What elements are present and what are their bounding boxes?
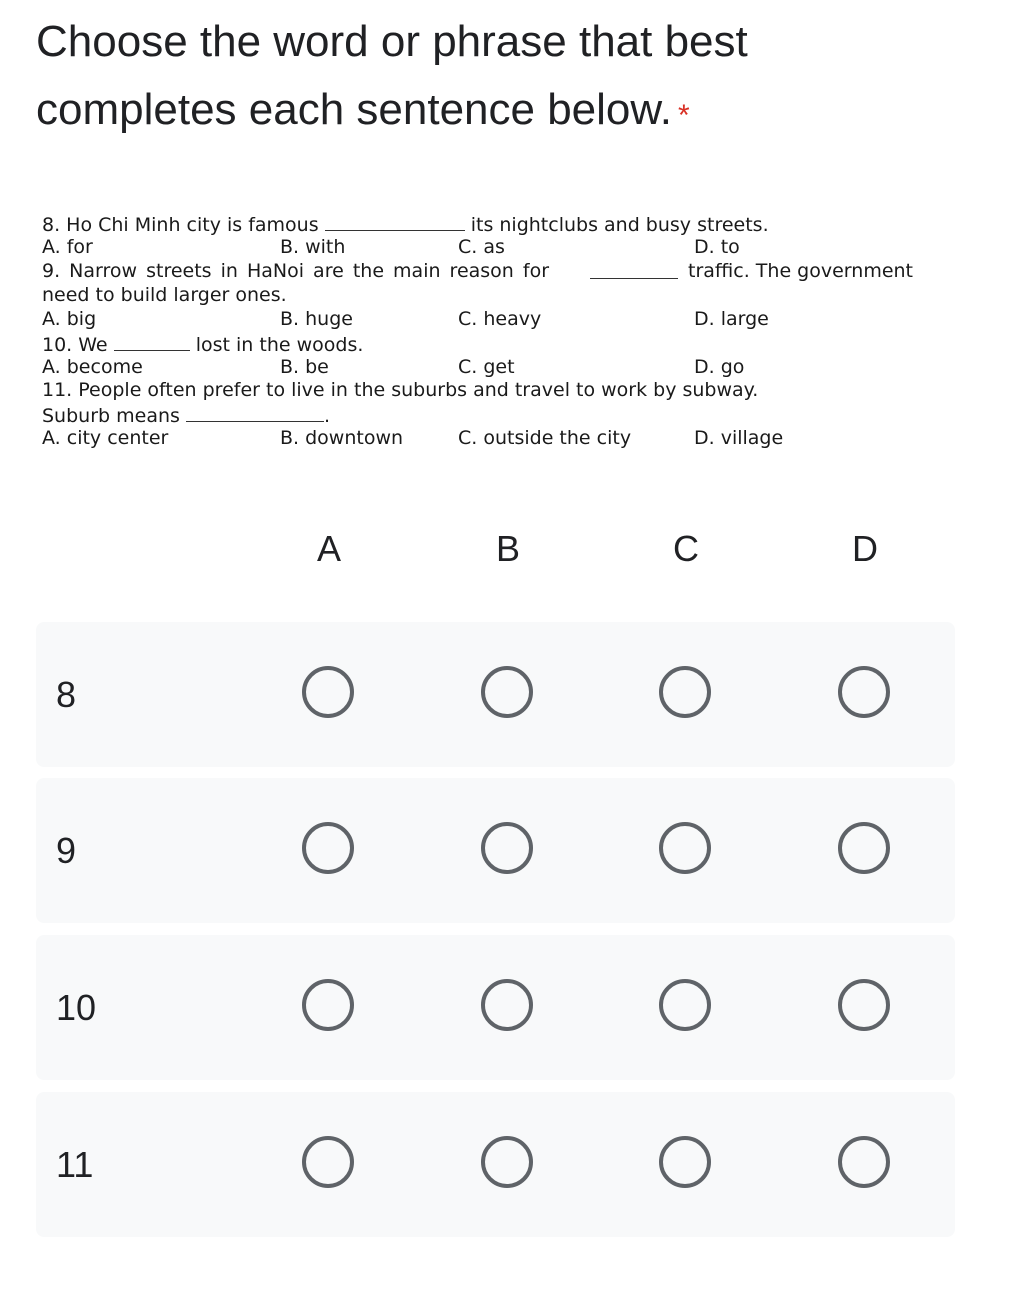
q10-option-d: D. go: [694, 356, 745, 378]
q10-option-b: B. be: [280, 356, 329, 378]
q9-text-2: traffic. The government: [688, 260, 914, 282]
radio-9-a[interactable]: [302, 822, 354, 874]
row-label: 11: [56, 1144, 94, 1185]
q8-text-2: its nightclubs and busy streets.: [470, 214, 769, 236]
q9-blank-wrap: [590, 260, 678, 284]
grid-row-8: [36, 622, 955, 767]
q9-option-b: B. huge: [280, 308, 353, 330]
q9-option-a: A. big: [42, 308, 97, 330]
q8-text-1: 8. Ho Chi Minh city is famous: [42, 214, 319, 236]
q9-option-c: C. heavy: [458, 308, 542, 330]
column-header-a: A: [316, 528, 341, 569]
q10-option-a: A. become: [42, 356, 143, 378]
radio-11-a[interactable]: [302, 1136, 354, 1188]
radio-10-b[interactable]: [481, 979, 533, 1031]
q11-option-a: A. city center: [42, 427, 169, 449]
question-title-text: Choose the word or phrase that best completes each sentence below.: [36, 17, 748, 134]
q8-option-d: D. to: [694, 236, 740, 258]
q9-option-d: D. large: [694, 308, 769, 330]
q10-text-2: lost in the woods.: [195, 334, 364, 356]
radio-11-c[interactable]: [659, 1136, 711, 1188]
q9-text-1: 9. Narrow streets in HaNoi are the main reason for: [42, 260, 550, 282]
column-header-d: D: [852, 528, 878, 569]
q10-text-1: 10. We: [42, 334, 108, 356]
radio-9-d[interactable]: [838, 822, 890, 874]
radio-8-b[interactable]: [481, 666, 533, 718]
q8-option-c: C. as: [458, 236, 505, 258]
q11-text-2: .: [323, 405, 330, 427]
q10-line: [42, 332, 363, 356]
radio-11-b[interactable]: [481, 1136, 533, 1188]
grid-row-11: [36, 1092, 955, 1237]
grid-row-9: [36, 778, 955, 923]
q11-option-d: D. village: [694, 427, 784, 449]
q8-option-a: A. for: [42, 236, 93, 258]
radio-10-a[interactable]: [302, 979, 354, 1031]
row-label: 10: [56, 987, 97, 1028]
q8-blank: [325, 212, 465, 231]
q9-blank: [590, 260, 678, 279]
row-label: 9: [56, 830, 77, 871]
radio-9-b[interactable]: [481, 822, 533, 874]
q8-option-b: B. with: [280, 236, 346, 258]
row-label: 8: [56, 674, 77, 715]
radio-8-a[interactable]: [302, 666, 354, 718]
q11-line-1: 11. People often prefer to live in the suburbs and travel to work by subway.: [42, 379, 759, 401]
radio-11-d[interactable]: [838, 1136, 890, 1188]
q10-option-c: C. get: [458, 356, 515, 378]
q11-option-b: B. downtown: [280, 427, 404, 449]
q8-line: [42, 212, 769, 236]
column-header-b: B: [495, 528, 520, 569]
q9-line-2: need to build larger ones.: [42, 284, 287, 306]
q11-blank: [186, 403, 324, 422]
radio-10-d[interactable]: [838, 979, 890, 1031]
q9-line: [42, 260, 549, 284]
q10-blank: [114, 332, 190, 351]
q11-text-1: Suburb means: [42, 405, 180, 427]
grid-row-10: [36, 935, 955, 1080]
radio-8-d[interactable]: [838, 666, 890, 718]
radio-9-c[interactable]: [659, 822, 711, 874]
radio-10-c[interactable]: [659, 979, 711, 1031]
q11-line-2: [42, 403, 330, 427]
required-asterisk: *: [677, 99, 690, 132]
column-header-c: C: [673, 528, 699, 569]
q11-option-c: C. outside the city: [458, 427, 632, 449]
question-title: [36, 8, 936, 144]
radio-8-c[interactable]: [659, 666, 711, 718]
